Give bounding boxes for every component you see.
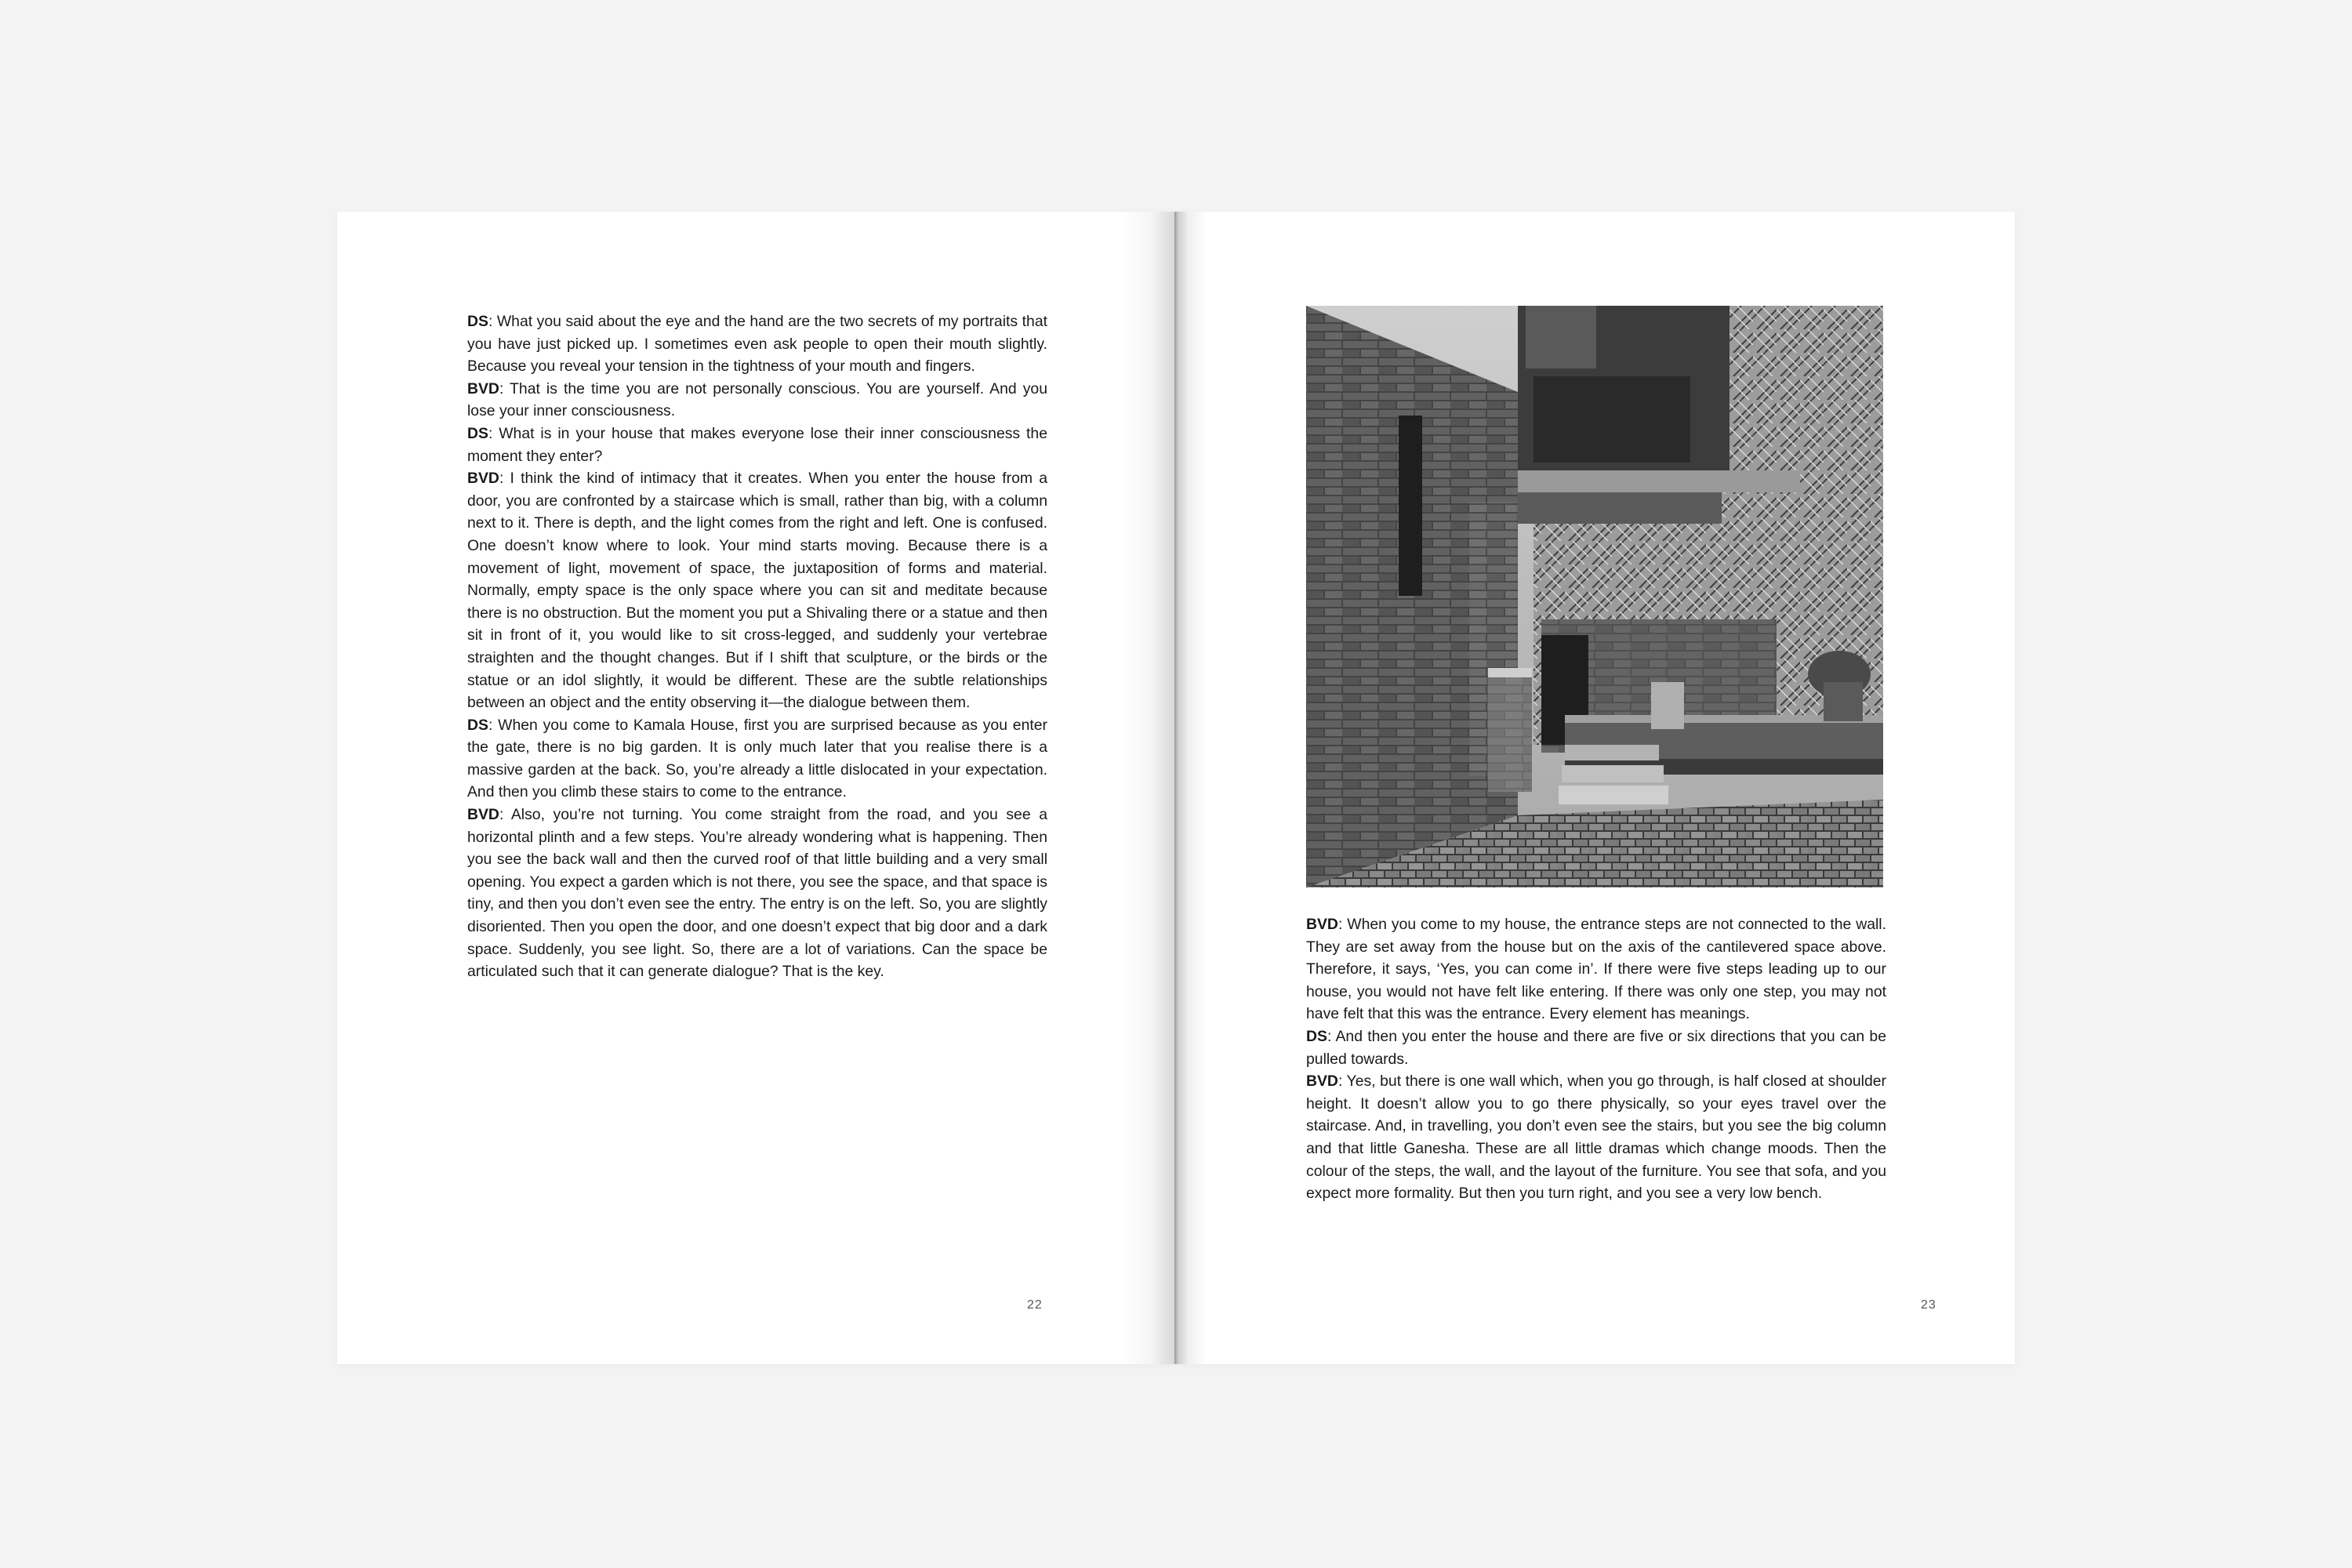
right-page-text [1306, 913, 1886, 1205]
paragraph-text: : Also, you’re not turning. You come straight from the road, and you see a horizontal plinth and a few steps. You’re already wondering what is happening. Then you see the back wall and then the curved roof of that little building and a very small opening. You expect a garden which is not there, you see the space, and that space is tiny, and then you don’t even see the entry. The entry is on the left. So, you are slightly disoriented. Then you open the door, and one doesn’t expect that big door and a dark space. Suddenly, you see light. So, there are a lot of variations. Can the space be articulated such that it can generate dialogue? That is the key. [467, 806, 1047, 981]
paragraph-text: : And then you enter the house and there are five or six directions that you can be pulled towards. [1306, 1027, 1886, 1068]
house-entrance-photo [1306, 306, 1883, 887]
page-number: 23 [1921, 1298, 1936, 1312]
paragraph-text: : When you come to my house, the entrance steps are not connected to the wall. They are set away from the house but on the axis of the cantilevered space above. Therefore, it says, ‘Yes, you can come in’. If there were five steps leading up to our house, you would not have felt like entering. If there was only one step, you may not have felt that this was the entrance. Every element has meanings. [1306, 916, 1886, 1023]
page-number: 22 [1027, 1298, 1043, 1312]
speaker-label: BVD [467, 806, 499, 824]
paragraph-text: : Yes, but there is one wall which, when you go through, is half closed at shoulder height. It doesn’t allow you to go there physically, so your eyes travel over the staircase. And, in travelling, you don’t even see the stairs, but you see the big column and that little Ganesha. These are all little dramas which change moods. Then the colour of the steps, the wall, and the layout of the furniture. You see that sofa, and you expect more formality. But then you turn right, and you see a very low bench. [1306, 1073, 1886, 1203]
left-page-text [467, 310, 1047, 983]
speaker-label: DS [467, 716, 488, 734]
book-spine [1174, 212, 1179, 1364]
paragraph-text: : That is the time you are not personally conscious. You are yourself. And you lose your inner consciousness. [467, 379, 1047, 420]
speaker-label: DS [467, 313, 488, 330]
paragraph-text: : What you said about the eye and the hand are the two secrets of my portraits that you have just picked up. I sometimes even ask people to open their mouth slightly. Because you reveal your tension in the tightness of your mouth and fingers. [467, 313, 1047, 376]
paragraph [467, 423, 1047, 467]
paragraph [467, 467, 1047, 714]
paragraph [1306, 1025, 1886, 1070]
paragraph [467, 804, 1047, 983]
right-page [1176, 212, 2015, 1364]
gutter-shadow-right [1176, 212, 1207, 1364]
paragraph [1306, 1070, 1886, 1205]
speaker-label: BVD [1306, 916, 1338, 933]
paragraph [467, 714, 1047, 804]
speaker-label: BVD [1306, 1073, 1338, 1091]
paragraph [1306, 913, 1886, 1025]
paragraph-text: : I think the kind of intimacy that it creates. When you enter the house from a door, you are confronted by a staircase which is small, rather than big, with a column next to it. There is depth, and the light comes from the right and left. One is confused. One doesn’t know where to look. Your mind starts moving. Because there is a movement of light, movement of space, the juxtaposition of forms and material. Normally, empty space is the only space where you can sit and meditate because there is no obstruction. But the moment you put a Shivaling there or a statue and then sit in front of it, you would like to sit cross-legged, and suddenly your vertebrae straighten and the thought changes. But if I shift that sculpture, or the birds or the statue or an idol slightly, it would be different. These are the subtle relationships between an object and the entity observing it—the dialogue between them. [467, 470, 1047, 712]
speaker-label: BVD [467, 470, 499, 488]
speaker-label: BVD [467, 379, 499, 397]
speaker-label: DS [467, 424, 488, 442]
gutter-shadow-left [1121, 212, 1176, 1364]
paragraph-text: : When you come to Kamala House, first you are surprised because as you enter the gate, there is no big garden. It is only much later that you realise there is a massive garden at the back. So, you’re already a little dislocated in your expectation. And then you climb these stairs to come to the entrance. [467, 716, 1047, 801]
paragraph [467, 378, 1047, 423]
paragraph-text: : What is in your house that makes everyone lose their inner consciousness the moment they enter? [467, 424, 1047, 465]
book-spread [337, 212, 2015, 1364]
speaker-label: DS [1306, 1027, 1327, 1045]
paragraph [467, 310, 1047, 378]
photo-illustration [1306, 306, 1883, 887]
left-page [337, 212, 1176, 1364]
